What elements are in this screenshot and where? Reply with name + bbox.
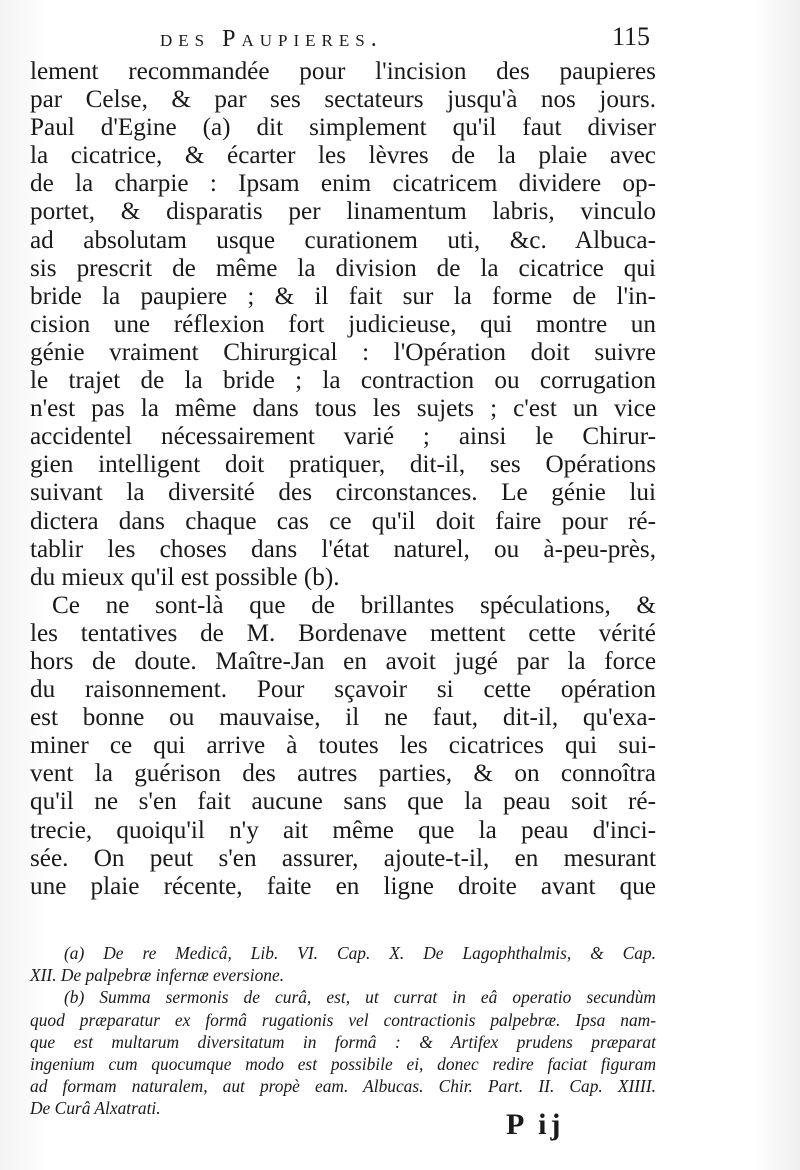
text-line: Ce ne sont-là que de brillantes spéculations, & bbox=[52, 591, 656, 619]
text-line: lement recommandée pour l'incision des paupieres bbox=[30, 58, 656, 85]
text-line: une plaie récente, faite en ligne droite avant que bbox=[30, 872, 656, 900]
text-line: du mieux qu'il est possible (b). bbox=[30, 563, 340, 591]
footnote-line: ingenium cum quocumque modo est possibile ei, donec redire faciat figuram bbox=[30, 1054, 656, 1075]
signature-mark: P ij bbox=[506, 1108, 565, 1141]
text-line: bride la paupiere ; & il fait sur la forme de l'in- bbox=[30, 282, 656, 310]
text-line: les tentatives de M. Bordenave mettent cette vérité bbox=[30, 619, 656, 647]
main-text bbox=[30, 58, 656, 901]
text-line: la cicatrice, & écarter les lèvres de la plaie avec bbox=[30, 142, 656, 170]
text-line: ad absolutam usque curationem uti, &c. Albuca- bbox=[30, 226, 656, 254]
text-line: miner ce qui arrive à toutes les cicatrices qui sui- bbox=[30, 732, 656, 760]
text-line: génie vraiment Chirurgical : l'Opération doit suivre bbox=[30, 338, 656, 366]
text-line: sis prescrit de même la division de la cicatrice qui bbox=[30, 254, 656, 282]
text-line: sée. On peut s'en assurer, ajoute-t-il, en mesurant bbox=[30, 844, 656, 872]
footnotes bbox=[30, 942, 656, 1120]
text-line: tablir les choses dans l'état naturel, ou à-peu-près, bbox=[30, 535, 656, 563]
text-line: cision une réflexion fort judicieuse, qui montre un bbox=[30, 310, 656, 338]
text-line: portet, & disparatis per linamentum labris, vinculo bbox=[30, 198, 656, 226]
footnote-line: XII. De palpebræ infernæ eversione. bbox=[30, 965, 285, 986]
text-line: suivant la diversité des circonstances. Le génie lui bbox=[30, 479, 656, 507]
running-title: des Paupieres. bbox=[160, 26, 383, 52]
text-line: qu'il ne s'en fait aucune sans que la peau soit ré- bbox=[30, 788, 656, 816]
text-line: dictera dans chaque cas ce qu'il doit faire pour ré- bbox=[30, 507, 656, 535]
footnote-line: que est multarum diversitatum in formâ : & Artifex prudens præparat bbox=[30, 1031, 656, 1052]
text-line: hors de doute. Maître-Jan en avoit jugé par la force bbox=[30, 647, 656, 675]
footnote-line: quod præparatur ex formâ rugationis vel contractionis palpebræ. Ipsa nam- bbox=[30, 1009, 656, 1030]
text-line: par Celse, & par ses sectateurs jusqu'à nos jours. bbox=[30, 86, 656, 114]
text-line: accidentel nécessairement varié ; ainsi le Chirur- bbox=[30, 423, 656, 451]
footnote-line: (a) De re Medicâ, Lib. VI. Cap. X. De Lagophthalmis, & Cap. bbox=[64, 943, 656, 963]
text-line: gien intelligent doit pratiquer, dit-il, ses Opérations bbox=[30, 451, 656, 479]
footnote-line: ad formam naturalem, aut propè eam. Albucas. Chir. Part. II. Cap. XIIII. bbox=[30, 1076, 656, 1097]
page-number: 115 bbox=[612, 22, 651, 51]
footnote-line: (b) Summa sermonis de curâ, est, ut currat in eâ operatio secundùm bbox=[64, 987, 656, 1008]
text-line: de la charpie : Ipsam enim cicatricem dividere op- bbox=[30, 170, 656, 198]
text-line: le trajet de la bride ; la contraction ou corrugation bbox=[30, 367, 656, 395]
text-line: vent la guérison des autres parties, & on connoîtra bbox=[30, 760, 656, 788]
text-line: Paul d'Egine (a) dit simplement qu'il faut diviser bbox=[30, 114, 656, 142]
text-line: trecie, quoiqu'il n'y ait même que la peau d'inci- bbox=[30, 816, 656, 844]
text-line: du raisonnement. Pour sçavoir si cette opération bbox=[30, 676, 656, 704]
footnote-line: De Curâ Alxatrati. bbox=[30, 1098, 161, 1119]
text-line: est bonne ou mauvaise, il ne faut, dit-il, qu'exa- bbox=[30, 704, 656, 732]
text-line: n'est pas la même dans tous les sujets ; c'est un vice bbox=[30, 395, 656, 423]
